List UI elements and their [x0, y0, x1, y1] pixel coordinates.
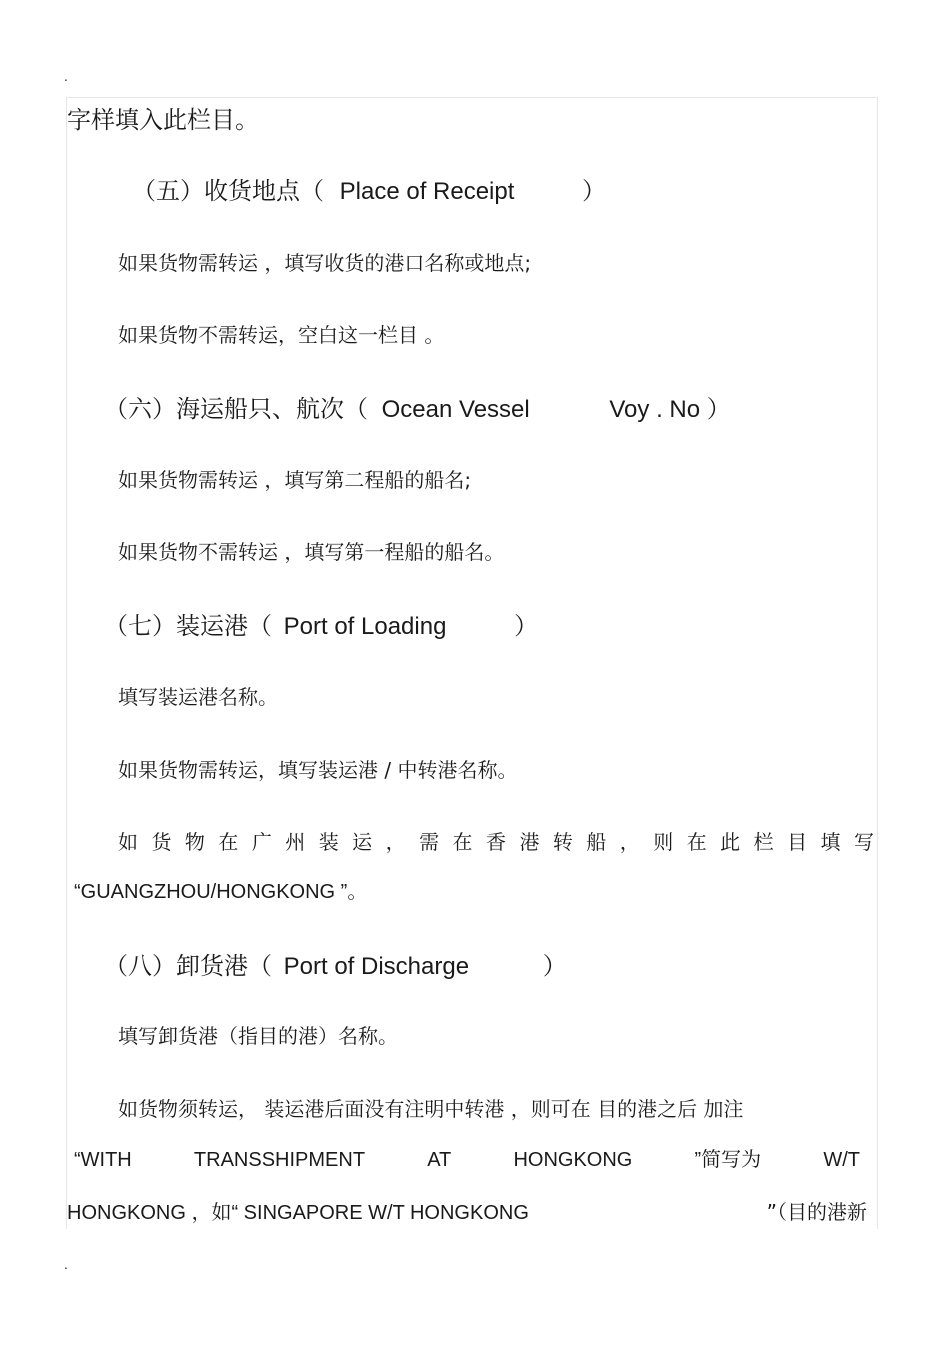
spread-char: 港 [519, 830, 540, 854]
spread-char: 在 [218, 830, 239, 854]
section6-paragraph-2: 如果货物不需转运 ，填写第一程船的船名。 [118, 540, 505, 564]
section7-paragraph-2: 如果货物需转运，填写装运港 / 中转港名称。 [118, 758, 518, 782]
section8-heading-cn: （八）卸货港（ [104, 952, 272, 980]
spread-char: ， [385, 830, 406, 854]
section5-heading [132, 176, 606, 207]
continuation-line: 字样填入此栏目。 [67, 106, 259, 134]
spread-word: W/T [823, 1149, 860, 1171]
spread-char: 此 [720, 830, 741, 854]
spread-word: ”简写为 [694, 1149, 762, 1171]
spread-word: “WITH [74, 1149, 132, 1171]
spread-char: 如 [118, 830, 138, 854]
spread-char: 货 [151, 830, 172, 854]
spread-char: 香 [485, 830, 506, 854]
section7-heading-cn: （七）装运港（ [104, 612, 272, 640]
spread-char: 需 [419, 830, 440, 854]
section8-paragraph-2-line-1: 如货物须转运， 装运港后面没有注明中转港 ，则可在 目的港之后 加注 [118, 1097, 744, 1121]
spread-word: TRANSSHIPMENT [193, 1149, 366, 1171]
section6-heading-voy: Voy . No ） [609, 396, 731, 423]
section8-paragraph-1: 填写卸货港（指目的港）名称。 [118, 1024, 398, 1048]
spread-char: 栏 [753, 830, 774, 854]
section6-heading [104, 394, 731, 425]
spread-char: 写 [853, 830, 874, 854]
section6-paragraph-1: 如果货物需转运 ，填写第二程船的船名; [118, 468, 472, 492]
section8-paragraph-2-line-2 [74, 1147, 860, 1173]
section7-paragraph-1: 填写装运港名称。 [118, 685, 278, 709]
section5-paragraph-2: 如果货物不需转运，空白这一栏目 。 [118, 323, 445, 347]
section7-paragraph-3-line-2: “GUANGZHOU/HONGKONG ”。 [74, 881, 368, 903]
spread-char: 转 [552, 830, 573, 854]
section5-heading-close: ） [582, 177, 607, 205]
spread-char: 装 [318, 830, 339, 854]
spread-char: 填 [820, 830, 841, 854]
section8-line3-part-b: ”（目的港新 [766, 1200, 867, 1224]
top-marker: . [64, 70, 68, 84]
section8-heading-close: ） [542, 952, 567, 980]
spread-word: AT [427, 1149, 452, 1171]
section6-heading-cn: （六）海运船只、航次（ [104, 395, 368, 423]
spread-char: 在 [686, 830, 707, 854]
section6-heading-en: Ocean Vessel [381, 396, 530, 423]
section7-heading [104, 611, 538, 642]
section8-line3-part-a: HONGKONG ，如“ SINGAPORE W/T HONGKONG [67, 1202, 529, 1224]
spread-char: 运 [352, 830, 373, 854]
spread-char: 目 [787, 830, 808, 854]
section7-heading-close: ） [514, 612, 539, 640]
spread-char: 州 [285, 830, 306, 854]
spread-char: ， [619, 830, 640, 854]
section8-heading [104, 951, 567, 982]
spread-char: 在 [452, 830, 473, 854]
bottom-marker: . [64, 1258, 68, 1272]
spread-char: 则 [653, 830, 674, 854]
section5-paragraph-1: 如果货物需转运 ，填写收货的港口名称或地点; [118, 251, 532, 275]
section7-paragraph-3-line-1 [118, 829, 874, 855]
section8-paragraph-2-line-3 [67, 1199, 867, 1226]
spread-char: 船 [586, 830, 607, 854]
spread-char: 广 [251, 830, 272, 854]
spread-word: HONGKONG [513, 1149, 633, 1171]
section5-heading-en: Place of Receipt [339, 178, 515, 205]
section8-heading-en: Port of Discharge [283, 953, 470, 980]
section5-heading-cn: （五）收货地点（ [132, 177, 324, 205]
section7-heading-en: Port of Loading [283, 613, 447, 640]
spread-char: 物 [184, 830, 205, 854]
